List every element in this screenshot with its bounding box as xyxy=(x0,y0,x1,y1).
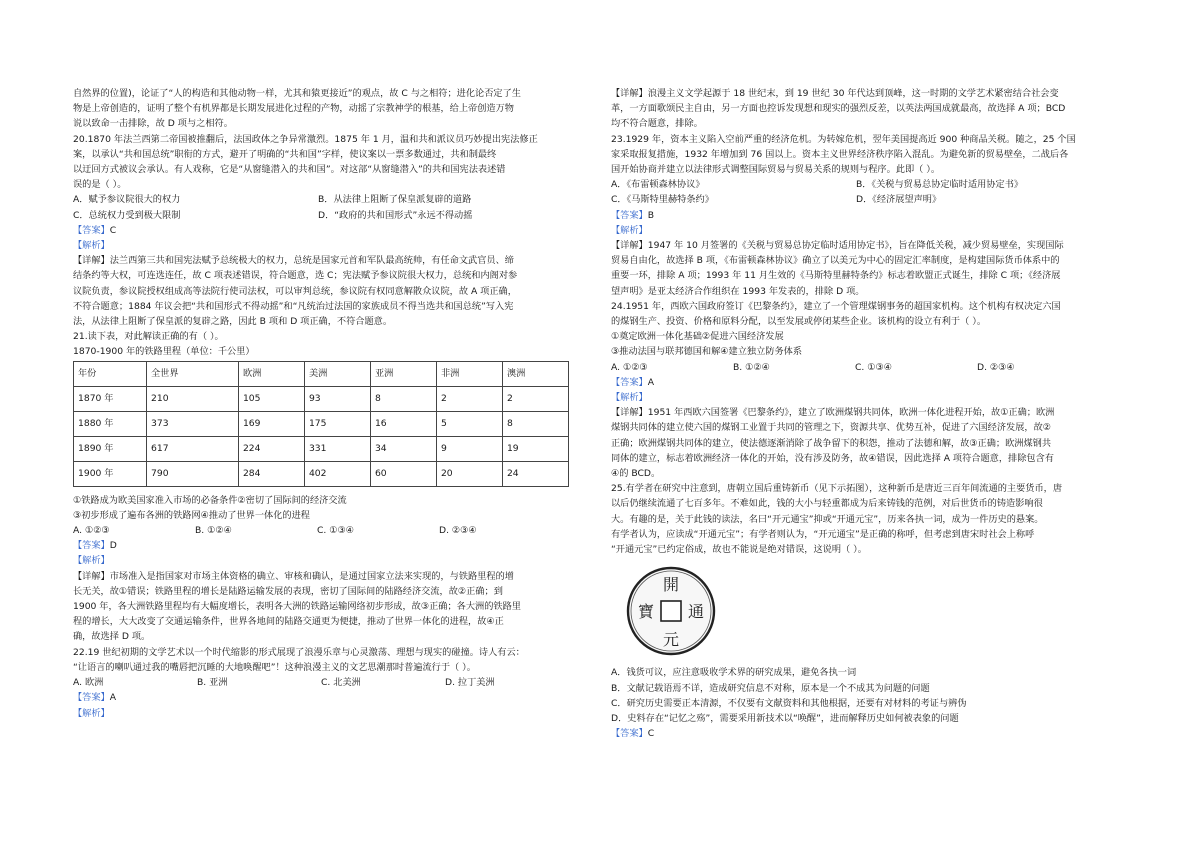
table-cell: 617 xyxy=(147,436,239,461)
railway-table xyxy=(73,361,569,487)
table-cell: 19 xyxy=(502,436,568,461)
q24-item-line: ①奠定欧洲一体化基础②促进六国经济发展 xyxy=(611,331,784,343)
q24-stem-line: 24.1951 年，西欧六国政府签订《巴黎条约》，建立了一个管理煤钢事务的超国家机构。这个机构有权决定六国 xyxy=(611,300,1061,312)
q24-stem-line: 的煤钢生产、投资、价格和原料分配，以至发展或停闭某些企业。该机构的设立有利于（ ）。 xyxy=(611,316,987,328)
analysis-tag: 【解析】 xyxy=(73,240,110,252)
answer-tag: 【答案】 xyxy=(73,540,110,552)
table-cell: 169 xyxy=(238,411,304,436)
answer-value: D xyxy=(109,540,117,552)
table-row xyxy=(74,411,569,436)
answer-value: A xyxy=(109,692,117,704)
table-cell: 284 xyxy=(238,461,304,486)
coin-char-top: 開 xyxy=(662,575,680,595)
q22-stem-line: “让语言的喇叭通过我的嘴唇把沉睡的大地唤醒吧”！这种浪漫主义的文艺思潮那时普遍流行于（ ）。 xyxy=(73,661,476,673)
q20-stem-line: 20.1870 年法兰西第二帝国被推翻后，法国政体之争异常激烈。1875 年 1 月，温和共和派议员巧妙提出宪法修正 xyxy=(73,133,538,145)
q21-item-line: ①铁路成为欧美国家准入市场的必备条件②密切了国际间的经济交流 xyxy=(73,494,347,506)
coin-rubbing-figure xyxy=(611,557,1131,665)
q23-option-c: C．《马斯特里赫特条约》 xyxy=(611,194,714,206)
table-cell: 34 xyxy=(370,436,436,461)
q25-stem-line: 大。有趣的是，关于此钱的读法，名曰“开元通宝”抑或“开通元宝”，历来各执一词，成为一件历史的悬案。 xyxy=(611,513,1044,525)
q20-options-row-2 xyxy=(73,208,583,223)
answer-tag: 【答案】 xyxy=(73,692,110,704)
q24-answer xyxy=(611,375,1131,390)
q23-answer xyxy=(611,208,1131,223)
q21-detail-line: 程的增长，大大改变了交通运输条件，世界各地间的陆路交通更为便捷，推动了世界一体化的进程，故④正 xyxy=(73,616,504,628)
q20-detail-line: 法，从法律上阻断了保皇派的复辟之路，因此 B 项和 D 项正确，不符合题意。 xyxy=(73,316,393,328)
q20-detail-line: 不符合题意；1884 年议会把“共和国形式不得动摇”和“凡统治过法国的家族成员不得当选共和国总统”写入宪 xyxy=(73,300,514,312)
q23-option-b: B．《关税与贸易总协定临时适用协定书》 xyxy=(856,179,1024,191)
table-row xyxy=(74,386,569,411)
table-cell: 5 xyxy=(436,411,502,436)
detail-text: 1951 年西欧六国签署《巴黎条约》，建立了欧洲煤钢共同体，欧洲一体化进程开始，故①正确；欧洲 xyxy=(647,407,1055,419)
table-cell: 1900 年 xyxy=(74,461,147,486)
answer-tag: 【答案】 xyxy=(611,728,648,740)
q22-option-b: B. 亚洲 xyxy=(197,677,228,689)
q20-analysis xyxy=(73,238,583,253)
q25-option-a: A．钱货可议，应注意吸收学术界的研究成果，避免各执一词 xyxy=(611,667,857,679)
q21-option-a: A. ①②③ xyxy=(73,525,110,537)
table-cell: 93 xyxy=(304,386,370,411)
q24-option-a: A. ①②③ xyxy=(611,361,648,373)
table-cell: 9 xyxy=(436,436,502,461)
header-cell: 非洲 xyxy=(436,361,502,386)
coin-char-right: 通 xyxy=(687,602,705,622)
q20-stem-line: 误的是（ ）。 xyxy=(73,179,127,191)
header-cell: 澳洲 xyxy=(502,361,568,386)
table-cell: 105 xyxy=(238,386,304,411)
header-cell: 亚洲 xyxy=(370,361,436,386)
analysis-tag: 【解析】 xyxy=(73,707,110,719)
detail-text: 1947 年 10 月签署的《关税与贸易总协定临时适用协定书》，旨在降低关税，减少贸易壁垒，实现国际 xyxy=(647,240,1064,252)
question-20 xyxy=(73,132,583,330)
q22-detail-line: 革，一方面歌颂民主自由，另一方面也控诉发现想和现实的强烈反差，以英法两国成就最高，故选择 A 项；BCD xyxy=(611,103,1066,115)
q19-tail-line: 自然界的位置)，论证了“人的构造和其他动物一样，尤其和猿更接近”的观点，故 C 与之相符；进化论否定了生 xyxy=(73,88,521,99)
answer-tag: 【答案】 xyxy=(611,376,648,388)
q21-detail-line: 确，故选择 D 项。 xyxy=(73,631,151,643)
question-22 xyxy=(73,645,583,721)
header-cell: 欧洲 xyxy=(238,361,304,386)
detail-tag: 【详解】 xyxy=(611,88,648,99)
detail-text: 法兰西第三共和国宪法赋予总统极大的权力，总统是国家元首和军队最高统帅，有任命文武官员、缔 xyxy=(109,255,514,267)
q25-answer xyxy=(611,726,1131,741)
question-24 xyxy=(611,299,1131,481)
header-cell: 全世界 xyxy=(147,361,239,386)
q24-option-d: D. ②③④ xyxy=(977,361,1015,373)
q24-detail-line: ④的 BCD。 xyxy=(611,468,661,480)
answer-value: C xyxy=(647,728,655,740)
answer-value: A xyxy=(647,376,655,388)
q25-stem-line: “开通元宝”已约定俗成，故也不能说是绝对错误，这说明（ ）。 xyxy=(611,544,867,556)
q20-stem-line: 以迂回方式被议会承认。有人戏称，它是“从窗缝潜入的共和国”。对这部“从窗缝潜入”的共和国宪法表述错 xyxy=(73,164,506,176)
question-25 xyxy=(611,481,1131,741)
table-cell: 1890 年 xyxy=(74,436,147,461)
question-23 xyxy=(611,132,1131,299)
q21-answer xyxy=(73,538,583,553)
table-row xyxy=(74,436,569,461)
q24-item-line: ③推动法国与联邦德国和解④建立独立防务体系 xyxy=(611,346,803,358)
table-cell: 175 xyxy=(304,411,370,436)
q23-options-row-1 xyxy=(611,177,1131,192)
q22-detail-line: 均不符合题意，排除。 xyxy=(611,118,703,130)
table-cell: 210 xyxy=(147,386,239,411)
left-column xyxy=(73,86,583,721)
q22-analysis xyxy=(73,706,583,721)
q24-detail-line: 煤钢共同体的建立使六国的煤钢工业置于共同的管理之下，资源共享、优势互补，促进了六国经济发展，故② xyxy=(611,422,1052,434)
q20-option-d: D．“政府的共和国形式”永远不得动摇 xyxy=(318,209,473,221)
detail-text: 浪漫主义文学起源于 18 世纪末，到 19 世纪 30 年代达到顶峰，这一时期的文学艺术紧密结合社会变 xyxy=(647,88,1059,99)
q22-option-c: C. 北美洲 xyxy=(321,677,361,689)
table-cell: 373 xyxy=(147,411,239,436)
q25-stem-line: 25.有学者在研究中注意到，唐朝立国后重铸新币（见下示拓图），这种新币是唐近三百年间流通的主要货币，唐 xyxy=(611,483,1063,495)
table-cell: 790 xyxy=(147,461,239,486)
q22-option-a: A. 欧洲 xyxy=(73,677,104,689)
table-cell: 24 xyxy=(502,461,568,486)
right-column xyxy=(611,86,1131,741)
q21-analysis xyxy=(73,553,583,568)
q20-detail-line: 议院负责，参议院授权组成高等法院行使司法权，可以审判总统，参议院有权同意解散众议院，故 A 项正确， xyxy=(73,285,517,297)
q23-detail-line: 重要一环，排除 A 项；1993 年 11 月生效的《马斯特里赫特条约》标志着欧盟正式诞生，排除 C 项；《经济展 xyxy=(611,270,1061,282)
table-cell: 224 xyxy=(238,436,304,461)
q24-detail-line: 正确；欧洲煤钢共同体的建立，使法德逐渐消除了战争留下的积怨，推动了法德和解，故③正确；欧洲煤钢共 xyxy=(611,437,1052,449)
q23-analysis xyxy=(611,223,1131,238)
q24-analysis xyxy=(611,390,1131,405)
table-cell: 1870 年 xyxy=(74,386,147,411)
detail-tag: 【详解】 xyxy=(611,407,648,419)
q21-stem: 21.读下表，对此解读正确的有（ ）。 xyxy=(73,331,224,343)
q25-option-d: D．史料存在“记忆之殇”，需要采用新技术以“唤醒”，进而解释历史如何被表象的问题 xyxy=(611,712,959,724)
q25-option-c: C．研究历史需要正本清源，不仅要有文献资料和其他根据，还要有对材料的考证与辨伪 xyxy=(611,697,967,709)
q23-detail-line: 贸易自由化，故选择 B 项，《布雷顿森林协议》确立了以美元为中心的固定汇率制度，是构建国际货币体系中的 xyxy=(611,255,1060,267)
analysis-tag: 【解析】 xyxy=(611,224,648,236)
q21-option-b: B. ①②④ xyxy=(195,525,232,537)
table-cell: 16 xyxy=(370,411,436,436)
q23-detail-line: 望声明》是亚太经济合作组织在 1993 年发表的，排除 D 项。 xyxy=(611,285,865,297)
q20-option-a: A．赋予参议院很大的权力 xyxy=(73,194,181,206)
q21-detail-line: 长无关，故①错误；铁路里程的增长是陆路运输发展的表现，密切了国际间的陆路经济交流，故②正确；到 xyxy=(73,585,503,597)
coin-square-hole xyxy=(661,601,681,621)
q21-detail-line: 1900 年，各大洲铁路里程均有大幅度增长，表明各大洲的铁路运输网络初步形成，故③正确；各大洲的铁路里 xyxy=(73,601,521,613)
table-cell: 1880 年 xyxy=(74,411,147,436)
q20-answer xyxy=(73,223,583,238)
q23-options-row-2 xyxy=(611,192,1131,207)
q24-detail-line: 同体的建立，标志着欧洲经济一体化的开始，没有涉及防务，故④错误，因此选择 A 项符合题意，排除包含有 xyxy=(611,452,1054,464)
q20-stem-line: 案，以承认“共和国总统”职衔的方式，避开了明确的“共和国”字样，使议案以一票多数通过，共和制最终 xyxy=(73,148,497,160)
q23-detail-line xyxy=(611,238,1131,253)
answer-tag: 【答案】 xyxy=(611,209,648,221)
q24-option-c: C. ①③④ xyxy=(855,361,892,373)
detail-tag: 【详解】 xyxy=(73,570,110,582)
q25-option-b: B．文献记载语焉不详，造成研究信息不对称，原本是一个不成其为问题的问题 xyxy=(611,682,930,694)
q23-option-a: A．《布雷顿森林协议》 xyxy=(611,179,705,191)
q21-option-d: D. ②③④ xyxy=(439,525,477,537)
q20-option-c: C．总统权力受到极大限制 xyxy=(73,209,181,221)
q20-options-row-1 xyxy=(73,192,583,207)
answer-value: B xyxy=(647,209,655,221)
q19-tail-line: 物是上帝创造的，证明了整个有机界都是长期发展进化过程的产物，动摇了宗教神学的根基，给上帝创造万物 xyxy=(73,103,514,115)
q22-option-d: D. 拉丁美洲 xyxy=(445,677,495,689)
table-caption: 1870-1900 年的铁路里程（单位：千公里） xyxy=(73,346,255,358)
table-cell: 8 xyxy=(502,411,568,436)
header-cell: 美洲 xyxy=(304,361,370,386)
coin-char-left: 寶 xyxy=(637,602,655,622)
table-cell: 8 xyxy=(370,386,436,411)
table-cell: 20 xyxy=(436,461,502,486)
q20-detail-line: 结条约等大权，可连选连任，故 C 项表述错误，符合题意，选 C；宪法赋予参议院很大权力，总统和内阁对参 xyxy=(73,270,518,282)
q25-stem-line: 有学者认为，应读成“开通元宝”；有学者则认为，“开元通宝”是正确的称呼，但考虑到唐宋时社会上称呼 xyxy=(611,528,1035,540)
table-cell: 2 xyxy=(502,386,568,411)
q23-stem-line: 23.1929 年，资本主义陷入空前严重的经济危机。为转嫁危机，翌年美国提高近 900 种商品关税。随之，25 个国 xyxy=(611,133,1076,145)
q21-item-line: ③初步形成了遍布各洲的铁路网④推动了世界一体化的进程 xyxy=(73,509,310,521)
q21-detail-line xyxy=(73,569,583,584)
coin-char-bottom: 元 xyxy=(662,630,680,650)
q22-detail-line xyxy=(611,86,1131,101)
question-21 xyxy=(73,329,583,644)
answer-value: C xyxy=(109,224,117,236)
detail-tag: 【详解】 xyxy=(73,255,110,267)
table-cell: 402 xyxy=(304,461,370,486)
q20-detail-line xyxy=(73,253,583,268)
analysis-tag: 【解析】 xyxy=(73,555,110,567)
detail-text: 市场准入是指国家对市场主体资格的确立、审核和确认，是通过国家立法来实现的，与铁路里程的增 xyxy=(109,570,514,582)
q23-stem-line: 家采取报复措施，1932 年增加到 76 国以上。资本主义世界经济秩序陷入混乱。为避免新的贸易壁垒，二战后各 xyxy=(611,148,1069,160)
q21-option-c: C. ①③④ xyxy=(317,525,354,537)
q24-option-b: B. ①②④ xyxy=(733,361,770,373)
table-cell: 2 xyxy=(436,386,502,411)
q23-option-d: D．《经济展望声明》 xyxy=(856,194,942,206)
analysis-tag: 【解析】 xyxy=(611,392,648,404)
q25-stem-line: 以后仍继续流通了七百多年。不难如此，钱的大小与轻重都成为后来铸钱的范例，对后世货币的铸造影响很 xyxy=(611,498,1043,510)
q22-options xyxy=(73,675,583,690)
q22-answer xyxy=(73,690,583,705)
table-header-row xyxy=(74,361,569,386)
header-cell: 年份 xyxy=(74,361,147,386)
table-cell: 60 xyxy=(370,461,436,486)
q23-stem-line: 国开始协商并建立以法律形式调整国际贸易与贸易关系的规则与程序。此即（ ）。 xyxy=(611,164,941,176)
detail-tag: 【详解】 xyxy=(611,240,648,252)
answer-tag: 【答案】 xyxy=(73,224,110,236)
q24-options xyxy=(611,360,1131,375)
q20-option-b: B．从法律上阻断了保皇派复辟的道路 xyxy=(318,194,472,206)
table-cell: 331 xyxy=(304,436,370,461)
table-row xyxy=(74,461,569,486)
coin-rubbing xyxy=(623,563,719,659)
q21-options xyxy=(73,523,583,538)
q22-stem-line: 22.19 世纪初期的文学艺术以一个时代缩影的形式展现了浪漫乐章与心灵激荡、理想与现实的碰撞。诗人有云： xyxy=(73,646,525,658)
q24-detail-line xyxy=(611,405,1131,420)
q19-tail-line: 说以致命一击排除，故 D 项与之相符。 xyxy=(73,118,233,130)
